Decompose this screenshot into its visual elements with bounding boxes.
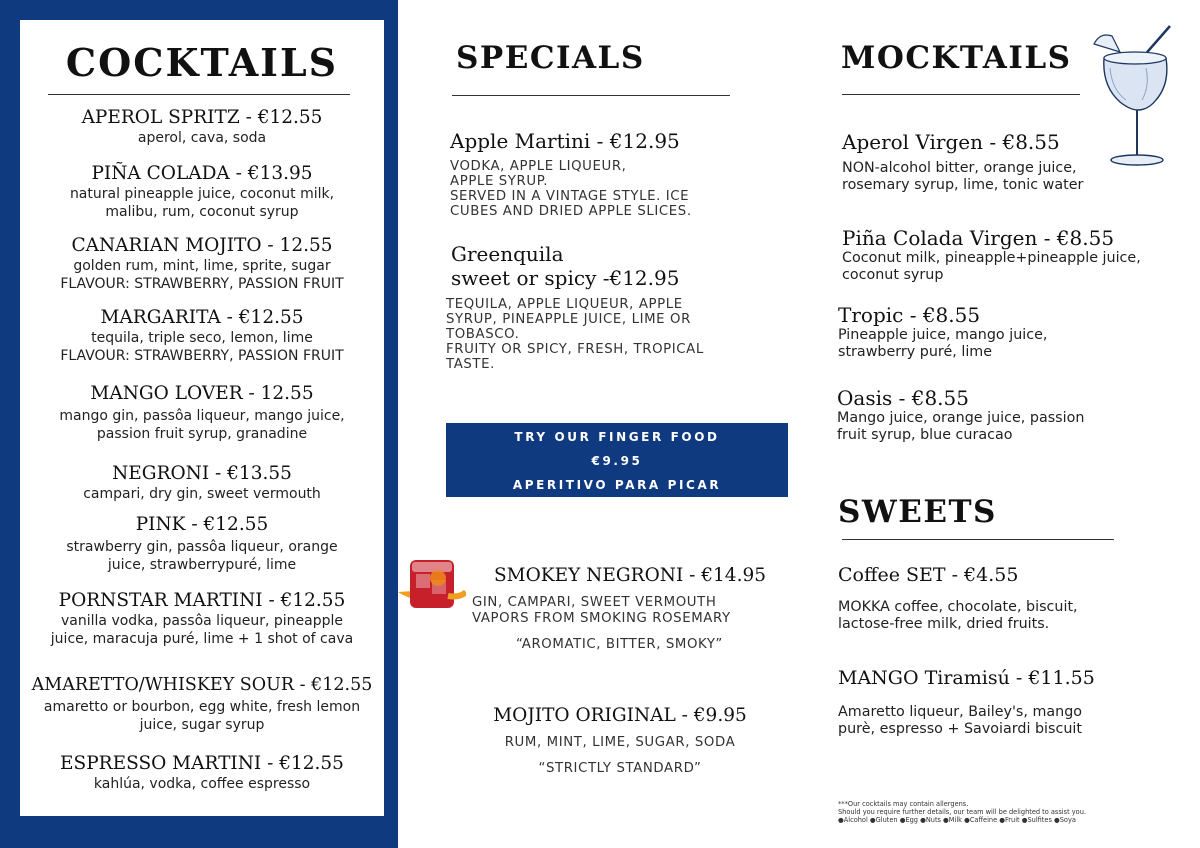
- sweet-name: Coffee SET - €4.55: [838, 564, 1019, 586]
- cocktail-name: PINK - €12.55: [135, 514, 269, 535]
- sweet-item-coffee-set: [838, 563, 1158, 633]
- cocktail-desc: tequila, triple seco, lemon, lime: [91, 330, 313, 346]
- cocktail-name: MANGO LOVER - 12.55: [90, 383, 314, 404]
- sweets-title: SWEETS: [838, 494, 997, 530]
- cocktails-divider: [48, 94, 350, 95]
- allergen-note-line1: ***Our cocktails may contain allergens.: [838, 800, 969, 808]
- finger-food-banner: [446, 423, 788, 497]
- special-desc: RUM, MINT, LIME, SUGAR, SODA: [504, 735, 736, 750]
- mocktails-title: MOCKTAILS: [841, 40, 1072, 76]
- special-name-line2: sweet or spicy -€12.95: [451, 266, 680, 290]
- mocktail-name: Aperol Virgen - €8.55: [842, 130, 1060, 154]
- sweet-item-mango-tiramisu: [838, 666, 1178, 738]
- cocktail-desc: campari, dry gin, sweet vermouth: [83, 486, 321, 502]
- sweet-name: MANGO Tiramisú - €11.55: [838, 667, 1095, 689]
- special-item-mojito-original: [430, 705, 810, 776]
- cocktail-flavour: FLAVOUR: STRAWBERRY, PASSION FRUIT: [60, 348, 344, 364]
- banner-line1: TRY OUR FINGER FOOD: [514, 430, 720, 444]
- cocktail-desc: natural pineapple juice, coconut milk, malibu, rum, coconut syrup: [69, 186, 335, 220]
- special-name: MOJITO ORIGINAL - €9.95: [493, 705, 747, 726]
- special-desc: GIN, CAMPARI, SWEET VERMOUTH VAPORS FROM SMOKING ROSEMARY: [472, 595, 731, 626]
- banner-line3: APERITIVO PARA PICAR: [512, 478, 722, 492]
- mocktail-name: Tropic - €8.55: [838, 303, 981, 327]
- cocktail-desc: vanilla vodka, passôa liqueur, pineapple juice, maracuja puré, lime + 1 shot of cava: [50, 613, 354, 647]
- cocktail-item-amaretto-whiskey-sour: [24, 674, 380, 734]
- specials-divider: [452, 95, 730, 96]
- cocktail-desc: aperol, cava, soda: [137, 130, 267, 146]
- cocktail-item-aperol-spritz: [24, 107, 380, 147]
- specials-title: SPECIALS: [456, 40, 645, 76]
- cocktail-item-negroni: [24, 463, 380, 503]
- cocktail-desc: golden rum, mint, lime, sprite, sugar: [73, 258, 331, 274]
- mocktail-item-pina-colada-virgen: [842, 226, 1162, 284]
- cocktail-item-mango-lover: [24, 383, 380, 443]
- special-name-line1: Greenquila: [451, 242, 564, 266]
- cocktails-title: COCKTAILS: [65, 40, 339, 85]
- mocktail-name: Oasis - €8.55: [837, 386, 969, 410]
- mocktail-desc: Mango juice, orange juice, passion fruit syrup, blue curacao: [837, 410, 1085, 443]
- special-quote: “AROMATIC, BITTER, SMOKY”: [516, 637, 723, 652]
- cocktail-item-margarita: [24, 307, 380, 365]
- cocktail-name: PORNSTAR MARTINI - €12.55: [58, 590, 346, 611]
- cocktail-desc: kahlúa, vodka, coffee espresso: [93, 776, 311, 792]
- cocktail-name: MARGARITA - €12.55: [100, 307, 304, 328]
- special-desc: VODKA, APPLE LIQUEUR, APPLE SYRUP. SERVED IN A VINTAGE STYLE. ICE CUBES AND DRIED APPLE SLICES.: [450, 159, 692, 219]
- allergen-legend: ●Alcohol ●Gluten ●Egg ●Nuts ●Milk ●Caffeine ●Fruit ●Sulfites ●Soya: [838, 816, 1076, 824]
- special-name: Apple Martini - €12.95: [450, 129, 680, 153]
- banner-price: €9.95: [591, 454, 643, 468]
- sweets-divider: [842, 539, 1114, 540]
- cocktail-item-pina-colada: [24, 163, 380, 221]
- special-name: SMOKEY NEGRONI - €14.95: [493, 565, 766, 586]
- mocktail-desc: Coconut milk, pineapple+pineapple juice, coconut syrup: [842, 250, 1141, 283]
- mocktail-item-aperol-virgen: [842, 130, 1162, 194]
- cocktail-desc: amaretto or bourbon, egg white, fresh lemon juice, sugar syrup: [43, 699, 361, 733]
- allergen-note-line2: Should you require further details, our team will be delighted to assist you.: [838, 808, 1086, 816]
- sweet-desc: Amaretto liqueur, Bailey's, mango purè, espresso + Savoiardi biscuit: [838, 704, 1083, 737]
- special-item-apple-martini: [450, 129, 730, 219]
- sweet-desc: MOKKA coffee, chocolate, biscuit, lactose-free milk, dried fruits.: [838, 599, 1078, 632]
- special-desc: TEQUILA, APPLE LIQUEUR, APPLE SYRUP, PINEAPPLE JUICE, LIME OR TOBASCO. FRUITY OR SPICY, FRESH, TROPICAL TASTE.: [446, 297, 704, 372]
- mocktail-name: Piña Colada Virgen - €8.55: [842, 226, 1115, 250]
- cocktail-name: PIÑA COLADA - €13.95: [91, 163, 313, 184]
- cocktail-name: CANARIAN MOJITO - 12.55: [71, 235, 333, 256]
- cocktail-item-canarian-mojito: [24, 235, 380, 293]
- special-greenquila-desc-block: [446, 297, 722, 372]
- cocktail-name: ESPRESSO MARTINI - €12.55: [60, 753, 344, 774]
- special-item-greenquila: [451, 242, 731, 290]
- cocktail-item-pornstar-martini: [24, 590, 380, 648]
- cocktail-item-pink: [24, 514, 380, 574]
- mocktail-item-tropic: [838, 303, 1158, 361]
- special-quote: “STRICTLY STANDARD”: [538, 761, 702, 776]
- cocktail-name: NEGRONI - €13.55: [112, 463, 292, 484]
- mocktail-desc: Pineapple juice, mango juice, strawberry puré, lime: [838, 327, 1048, 360]
- mocktail-item-oasis: [837, 386, 1157, 444]
- mocktails-divider: [842, 94, 1080, 95]
- cocktail-desc: mango gin, passôa liqueur, mango juice, passion fruit syrup, granadine: [59, 408, 345, 442]
- cocktail-flavour: FLAVOUR: STRAWBERRY, PASSION FRUIT: [60, 276, 344, 292]
- special-item-smokey-negroni: [440, 565, 820, 652]
- cocktail-name: APEROL SPRITZ - €12.55: [81, 107, 323, 128]
- cocktail-desc: strawberry gin, passôa liqueur, orange juice, strawberrypuré, lime: [66, 539, 338, 573]
- cocktail-item-espresso-martini: [24, 753, 380, 793]
- cocktail-name: AMARETTO/WHISKEY SOUR - €12.55: [31, 675, 373, 695]
- allergen-note: [838, 800, 1138, 824]
- mocktail-desc: NON-alcohol bitter, orange juice, rosemary syrup, lime, tonic water: [842, 160, 1084, 193]
